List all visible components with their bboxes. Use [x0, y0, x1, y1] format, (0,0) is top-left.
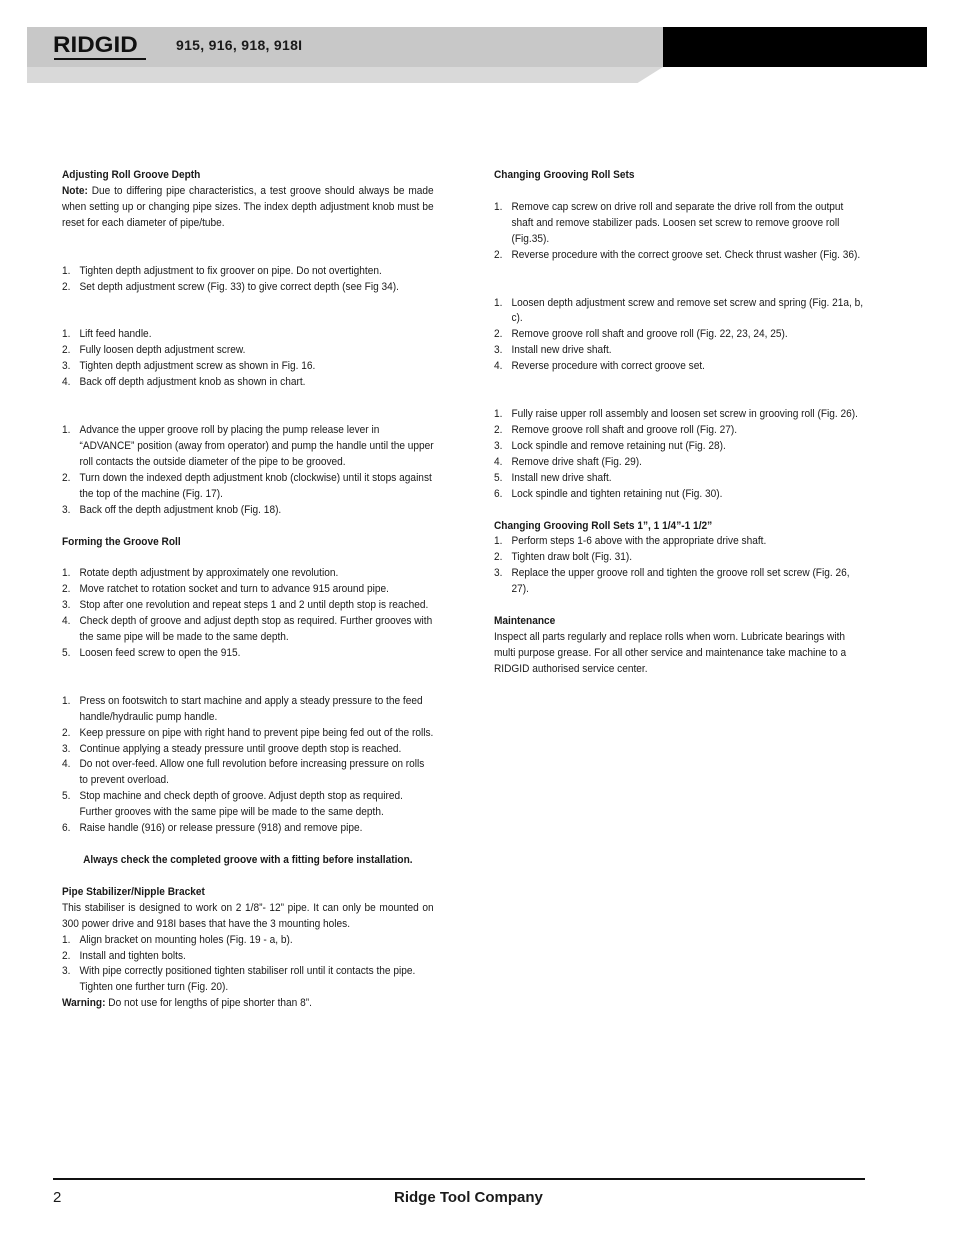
note-label: Note:: [62, 184, 88, 197]
list: [494, 407, 867, 502]
list-item-text: Reverse procedure with the correct groove set. Check thrust washer (Fig. 36).: [511, 248, 861, 261]
list: [62, 566, 434, 661]
ridgid-logo: RIDGID: [53, 32, 138, 57]
list-item-text: Fully raise upper roll assembly and loosen set screw in grooving roll (Fig. 26).: [511, 408, 858, 421]
right-column: [494, 168, 867, 678]
always-check-note: Always check the completed groove with a fitting before installation.: [83, 854, 413, 866]
footer-rule: [53, 1178, 865, 1180]
adjusting-heading: Adjusting Roll Groove Depth: [62, 169, 201, 181]
maintenance-heading: Maintenance: [494, 615, 556, 628]
list-number: 1.: [494, 408, 503, 421]
list-item: [62, 280, 434, 296]
list-number: 3.: [494, 439, 503, 452]
list-number: 5.: [494, 471, 503, 484]
list-item: [494, 471, 867, 487]
list-item-text: Lift feed handle.: [79, 328, 152, 341]
forming-heading: Forming the Groove Roll: [62, 535, 181, 548]
list-item-text: Keep pressure on pipe with right hand to prevent pipe being fed out of the rolls.: [79, 726, 434, 739]
list-number: 5.: [62, 646, 71, 659]
list-item-text: Turn down the indexed depth adjustment knob (clockwise) until it stops against the top of the machine (Fig. 17).: [79, 471, 432, 500]
list-number: 5.: [62, 790, 71, 803]
list-item: [62, 742, 434, 758]
list-number: 2.: [62, 344, 71, 357]
list-item-text: Remove groove roll shaft and groove roll (Fig. 27).: [511, 423, 738, 436]
logo-underline: [54, 58, 146, 60]
note-paragraph: [62, 184, 434, 232]
left-column: [62, 168, 434, 1012]
list-number: 3.: [494, 567, 503, 580]
list-item-text: Set depth adjustment screw (Fig. 33) to give correct depth (see Fig 34).: [79, 280, 399, 293]
list-item: [62, 646, 434, 662]
list-item-text: Remove drive shaft (Fig. 29).: [511, 455, 642, 468]
list-item: [62, 359, 434, 375]
list: [62, 423, 434, 518]
list-item: [62, 264, 434, 280]
list-number: 3.: [494, 344, 503, 357]
list-item-text: Fully loosen depth adjustment screw.: [79, 344, 246, 357]
maintenance-text: Inspect all parts regularly and replace rolls when worn. Lubricate bearings with multi purpose grease. For all other service and maintenance take machine to a RIDGID authorised service center.: [494, 630, 847, 675]
list-item: [494, 200, 867, 248]
list-number: 2.: [62, 471, 71, 484]
list-item-text: With pipe correctly positioned tighten stabiliser roll until it contacts the pipe. Tighten one further turn (Fig. 20).: [79, 965, 416, 994]
list-number: 3.: [62, 599, 71, 612]
list-number: 1.: [62, 694, 71, 707]
list-number: 4.: [62, 376, 71, 389]
list-item-text: Advance the upper groove roll by placing the pump release lever in “ADVANCE” position (away from operator) and pump the handle until the upper roll contacts the outside diameter of the pipe to be grooved.: [79, 424, 434, 468]
list: [62, 933, 434, 997]
list-item: [62, 726, 434, 742]
list-number: 1.: [494, 535, 503, 548]
list-item: [62, 821, 434, 837]
page-number: 2: [53, 1189, 62, 1206]
company-name: Ridge Tool Company: [394, 1189, 543, 1206]
list-number: 1.: [62, 933, 71, 946]
list-item-text: Replace the upper groove roll and tighten the groove roll set screw (Fig. 26, 27).: [511, 567, 850, 596]
list-number: 1.: [62, 264, 71, 277]
list-number: 1.: [62, 424, 71, 437]
list-number: 4.: [494, 360, 503, 373]
list-item: [62, 949, 434, 965]
list-item-text: Reverse procedure with correct groove set.: [511, 360, 705, 373]
list-number: 1.: [62, 328, 71, 341]
list-number: 2.: [62, 949, 71, 962]
list-item-text: Install and tighten bolts.: [79, 949, 186, 962]
list-number: 2.: [494, 423, 503, 436]
stabilizer-text: This stabiliser is designed to work on 2 1/8”- 12” pipe. It can only be mounted on 300 power drive and 918I bases that have the 3 mounting holes.: [62, 901, 434, 930]
list: [62, 327, 434, 391]
list-item: [494, 439, 867, 455]
list-item-text: Tighten depth adjustment to fix groover on pipe. Do not overtighten.: [79, 264, 382, 277]
list-item-text: Do not over-feed. Allow one full revolution before increasing pressure on rolls to prevent overload.: [79, 758, 425, 787]
list-number: 6.: [62, 822, 71, 835]
list-item-text: Check depth of groove and adjust depth stop as required. Further grooves with the same pipe will be made to the same depth.: [79, 615, 433, 644]
list-item-text: Remove cap screw on drive roll and separate the drive roll from the output shaft and remove stabilizer pads. Loosen set screw to remove groove roll (Fig.35).: [511, 200, 844, 245]
list-number: 1.: [494, 200, 503, 213]
list-item: [62, 614, 434, 646]
note-text: Due to differing pipe characteristics, a test groove should always be made when setting up or changing pipe sizes. The index depth adjustment knob must be reset for each diameter of pipe/tube.: [62, 184, 434, 229]
list: [62, 264, 434, 296]
list-number: 4.: [62, 615, 71, 628]
list: [494, 534, 867, 598]
list-item: [62, 964, 434, 996]
stabilizer-heading: Pipe Stabilizer/Nipple Bracket: [62, 885, 205, 898]
list-item-text: Back off depth adjustment knob as shown in chart.: [79, 376, 306, 389]
list: [494, 200, 867, 264]
list-item-text: Install new drive shaft.: [511, 471, 612, 484]
warning-paragraph: [62, 996, 434, 1012]
list-item-text: Press on footswitch to start machine and apply a steady pressure to the feed handle/hydraulic pump handle.: [79, 694, 423, 723]
list-item: [62, 375, 434, 391]
list-item-text: Loosen depth adjustment screw and remove set screw and spring (Fig. 21a, b, c).: [511, 296, 864, 325]
list-number: 4.: [62, 758, 71, 771]
model-title: 915, 916, 918, 918I: [176, 37, 303, 53]
list-item: [494, 359, 867, 375]
list-number: 2.: [494, 248, 503, 261]
list-item-text: Move ratchet to rotation socket and turn to advance 915 around pipe.: [79, 583, 389, 596]
header-strip: [27, 67, 663, 83]
list-number: 1.: [494, 296, 503, 309]
list-item: [62, 327, 434, 343]
list-item-text: Back off the depth adjustment knob (Fig. 18).: [79, 503, 282, 516]
list-item: [494, 487, 867, 503]
list-item-text: Raise handle (916) or release pressure (918) and remove pipe.: [79, 822, 363, 835]
list-item: [62, 757, 434, 789]
list-item: [62, 343, 434, 359]
list-item: [494, 343, 867, 359]
list-item: [62, 582, 434, 598]
list-item-text: Lock spindle and tighten retaining nut (Fig. 30).: [511, 487, 723, 500]
list-item-text: Rotate depth adjustment by approximately one revolution.: [79, 567, 339, 580]
list-number: 2.: [62, 583, 71, 596]
list-number: 2.: [494, 328, 503, 341]
header-dark-block: [663, 27, 927, 67]
changing-heading: Changing Grooving Roll Sets: [494, 169, 635, 181]
list-number: 2.: [62, 726, 71, 739]
list-item-text: Align bracket on mounting holes (Fig. 19 - a, b).: [79, 933, 293, 946]
list-item: [62, 933, 434, 949]
list-item: [494, 455, 867, 471]
warning-text: Do not use for lengths of pipe shorter than 8”.: [105, 997, 312, 1010]
list-item: [62, 503, 434, 519]
list-number: 6.: [494, 487, 503, 500]
list-number: 2.: [62, 280, 71, 293]
list-number: 3.: [62, 360, 71, 373]
list-item: [494, 248, 867, 264]
list-number: 3.: [62, 742, 71, 755]
list-item-text: Loosen feed screw to open the 915.: [79, 646, 241, 659]
list-item: [494, 534, 867, 550]
list-item: [494, 296, 867, 328]
warning-label: Warning:: [62, 997, 106, 1010]
list-item-text: Install new drive shaft.: [511, 344, 612, 357]
list-item-text: Lock spindle and remove retaining nut (Fig. 28).: [511, 439, 726, 452]
list-item: [494, 550, 867, 566]
list-item: [494, 407, 867, 423]
list-item: [62, 566, 434, 582]
list-item: [62, 471, 434, 503]
list-item: [494, 423, 867, 439]
list-item: [494, 566, 867, 598]
list-item: [62, 694, 434, 726]
list-item: [494, 327, 867, 343]
list-number: 2.: [494, 551, 503, 564]
list-item-text: Stop machine and check depth of groove. Adjust depth stop as required. Further grooves with the same pipe will be made to the same depth.: [79, 790, 403, 819]
list-item-text: Tighten depth adjustment screw as shown in Fig. 16.: [79, 360, 316, 373]
list-item: [62, 598, 434, 614]
list-item-text: Perform steps 1-6 above with the appropriate drive shaft.: [511, 535, 767, 548]
list-number: 3.: [62, 965, 71, 978]
list: [62, 694, 434, 837]
changing-1in-heading: Changing Grooving Roll Sets 1”, 1 1/4”-1 1/2”: [494, 519, 713, 532]
list-number: 1.: [62, 567, 71, 580]
list-item-text: Stop after one revolution and repeat steps 1 and 2 until depth stop is reached.: [79, 599, 429, 612]
list-item-text: Continue applying a steady pressure until groove depth stop is reached.: [79, 742, 402, 755]
list-number: 4.: [494, 455, 503, 468]
list-item: [62, 423, 434, 471]
list-item-text: Tighten draw bolt (Fig. 31).: [511, 551, 633, 564]
list-item: [62, 789, 434, 821]
list-number: 3.: [62, 503, 71, 516]
list: [494, 296, 867, 376]
list-item-text: Remove groove roll shaft and groove roll (Fig. 22, 23, 24, 25).: [511, 328, 788, 341]
